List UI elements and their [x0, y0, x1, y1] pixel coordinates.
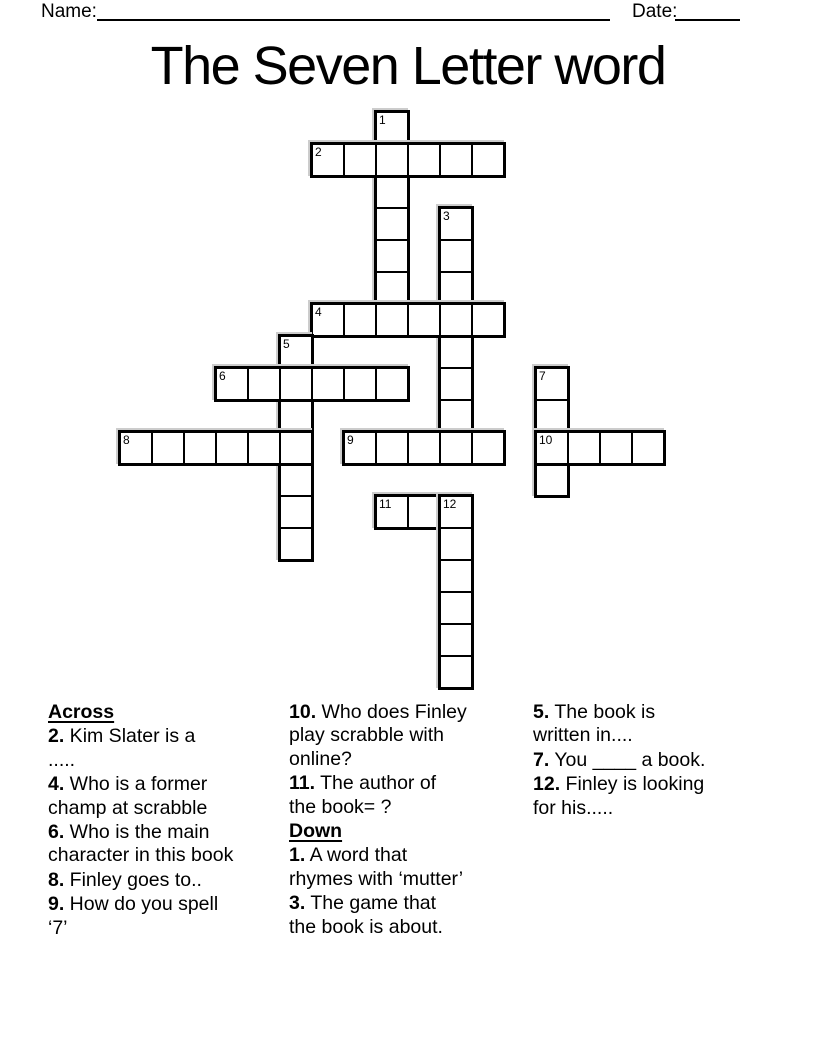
cell-separator: [440, 303, 472, 305]
clue-6: 6. Who is the main character in this book: [48, 821, 234, 867]
cell-separator: [376, 207, 408, 209]
cell-separator: [536, 399, 568, 401]
cell-number-6: 6: [219, 369, 226, 383]
cell-separator: [375, 368, 377, 400]
cell-separator: [407, 496, 409, 528]
cell-separator: [407, 432, 409, 464]
page-title: The Seven Letter word: [150, 36, 666, 96]
cell-separator: [440, 271, 472, 273]
cell-separator: [440, 431, 472, 433]
clue-column-2: [289, 701, 521, 940]
cell-separator: [343, 304, 345, 336]
cell-number-10: 10: [539, 433, 553, 447]
cell-separator: [376, 175, 408, 177]
word-9-across-box[interactable]: [342, 430, 506, 466]
cell-number-7: 7: [539, 369, 546, 383]
cell-number-11: 11: [379, 497, 392, 511]
cell-separator: [280, 399, 312, 401]
cell-number-4: 4: [315, 305, 322, 319]
cell-separator: [376, 143, 408, 145]
date-label: Date:: [632, 1, 678, 22]
cell-separator: [280, 431, 312, 433]
clue-2: 2. Kim Slater is a .....: [48, 725, 196, 771]
cell-separator: [247, 368, 249, 400]
cell-separator: [439, 144, 441, 176]
cell-separator: [280, 527, 312, 529]
cell-separator: [247, 432, 249, 464]
cell-separator: [440, 335, 472, 337]
cell-separator: [279, 432, 281, 464]
cell-separator: [471, 304, 473, 336]
cell-separator: [280, 463, 312, 465]
cell-separator: [631, 432, 633, 464]
clue-11: 11. The author of the book= ?: [289, 772, 437, 818]
cell-separator: [280, 495, 312, 497]
cell-separator: [440, 367, 472, 369]
cell-separator: [376, 303, 408, 305]
cell-separator: [183, 432, 185, 464]
cell-separator: [440, 559, 472, 561]
name-label: Name:: [41, 1, 97, 22]
clue-1: 1. A word that rhymes with ‘mutter’: [289, 844, 464, 890]
cell-separator: [440, 399, 472, 401]
clue-3: 3. The game that the book is about.: [289, 892, 443, 938]
cell-separator: [440, 239, 472, 241]
clue-12: 12. Finley is looking for his.....: [533, 773, 705, 819]
cell-number-1: 1: [379, 113, 386, 127]
clue-5: 5. The book is written in....: [533, 701, 656, 747]
cell-separator: [279, 368, 281, 400]
clue-10: 10. Who does Finley play scrabble with online?: [289, 701, 467, 770]
cell-separator: [471, 432, 473, 464]
down-heading: Down: [289, 820, 343, 843]
cell-separator: [375, 144, 377, 176]
cell-separator: [343, 144, 345, 176]
cell-separator: [440, 591, 472, 593]
cell-separator: [376, 271, 408, 273]
cell-number-5: 5: [283, 337, 290, 351]
cell-separator: [440, 527, 472, 529]
clue-4: 4. Who is a former champ at scrabble: [48, 773, 208, 819]
clue-7: 7. You ____ a book.: [533, 748, 706, 771]
clue-8: 8. Finley goes to..: [48, 868, 202, 891]
cell-separator: [440, 623, 472, 625]
cell-separator: [407, 144, 409, 176]
cell-separator: [375, 432, 377, 464]
cell-separator: [439, 304, 441, 336]
cell-separator: [280, 367, 312, 369]
cell-separator: [311, 368, 313, 400]
cell-separator: [536, 463, 568, 465]
cell-separator: [440, 655, 472, 657]
cell-number-8: 8: [123, 433, 130, 447]
cell-separator: [567, 432, 569, 464]
clue-column-3: [533, 701, 758, 821]
clue-9: 9. How do you spell ‘7’: [48, 893, 219, 939]
cell-number-12: 12: [443, 497, 457, 511]
cell-separator: [215, 432, 217, 464]
cell-separator: [599, 432, 601, 464]
cell-separator: [439, 432, 441, 464]
cell-separator: [375, 304, 377, 336]
cell-separator: [407, 304, 409, 336]
cell-number-9: 9: [347, 433, 354, 447]
clue-column-1: [48, 701, 286, 941]
cell-number-2: 2: [315, 145, 322, 159]
cell-separator: [343, 368, 345, 400]
across-heading: Across: [48, 701, 115, 723]
cell-separator: [376, 239, 408, 241]
cell-number-3: 3: [443, 209, 450, 223]
cell-separator: [471, 144, 473, 176]
cell-separator: [151, 432, 153, 464]
